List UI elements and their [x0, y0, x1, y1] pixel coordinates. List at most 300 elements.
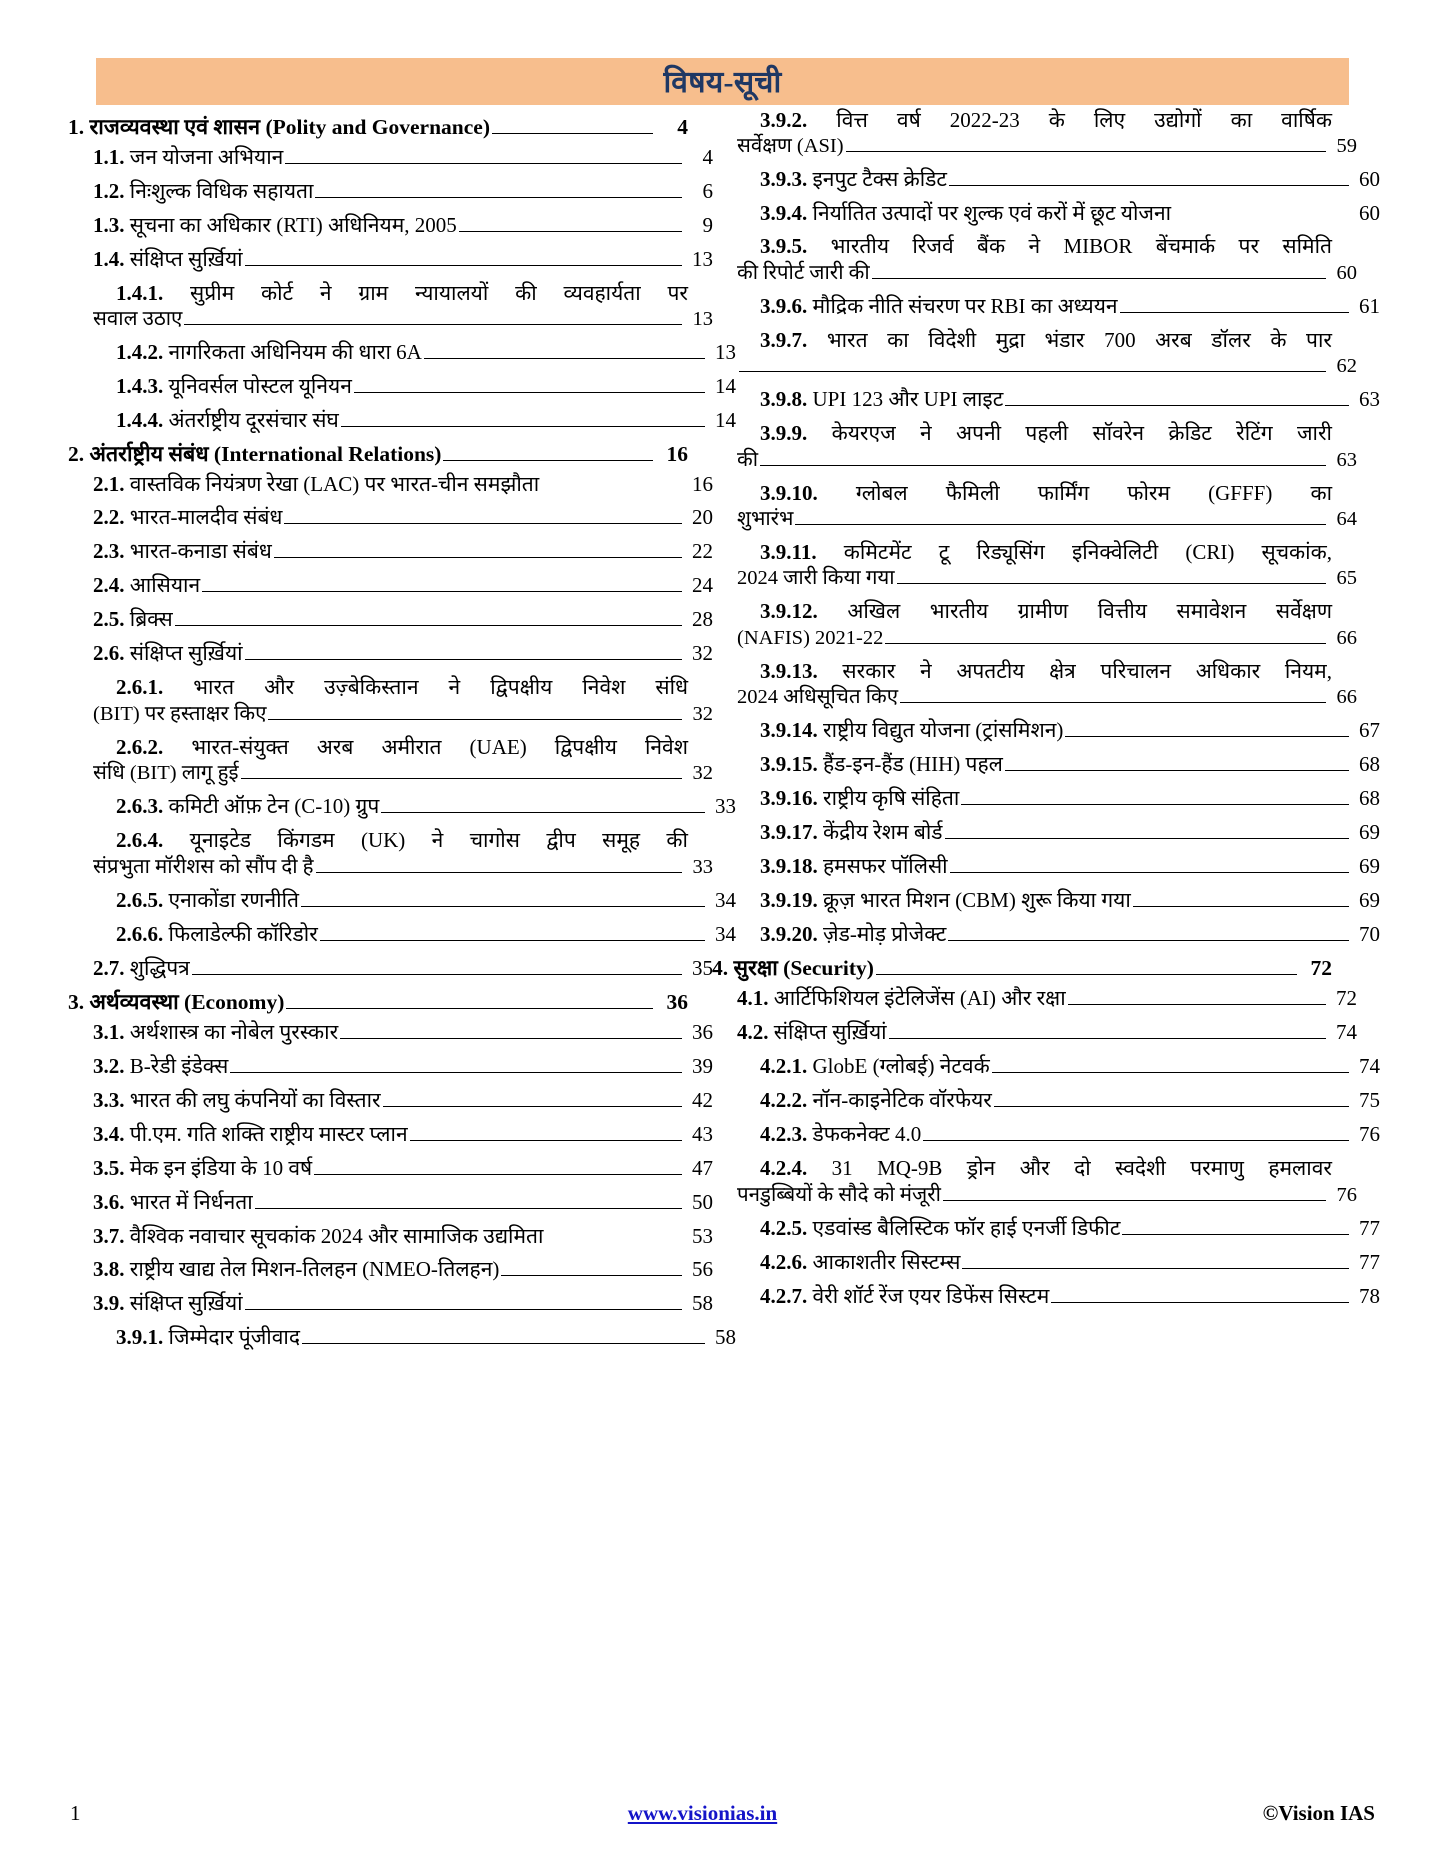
toc-entry-continuation[interactable] [712, 263, 1357, 284]
toc-entry-text: सुरक्षा (Security) [733, 956, 874, 981]
toc-leader-line [900, 702, 1326, 703]
toc-page-number: 60 [1336, 261, 1357, 284]
toc-entry-level-3[interactable] [68, 887, 736, 912]
toc-entry-number: 3.9.7. [760, 327, 808, 352]
toc-entry-number: 4.1. [737, 986, 769, 1011]
toc-entry-text: भारत में निर्धनता [129, 1189, 253, 1214]
toc-entry-text: संक्षिप्त सुर्ख़ियां [129, 247, 243, 271]
toc-leader-line [923, 1140, 1349, 1141]
toc-entry-level-2[interactable] [68, 249, 713, 271]
toc-entry-label [93, 1121, 408, 1146]
toc-page-number: 72 [1310, 956, 1332, 981]
toc-entry-number: 4.2.2. [760, 1088, 808, 1113]
toc-entry-number: 3.9.3. [760, 167, 808, 192]
toc-page-number: 69 [1359, 820, 1380, 845]
toc-page-number: 75 [1359, 1088, 1380, 1113]
toc-entry-level-2[interactable] [68, 1256, 713, 1281]
footer-copyright: ©Vision IAS [1262, 1800, 1375, 1825]
toc-entry-label-cont: शुभारंभ [737, 508, 794, 531]
toc-entry-number: 3.5. [93, 1155, 125, 1180]
toc-entry-level-3[interactable] [68, 376, 736, 398]
toc-entry-line[interactable] [712, 423, 1332, 444]
toc-entry-text: वेरी शॉर्ट रेंज एयर डिफेंस सिस्टम [812, 1283, 1050, 1308]
toc-entry-level-2[interactable] [68, 643, 713, 665]
toc-entry-level-2[interactable] [68, 474, 713, 495]
toc-page-number: 61 [1359, 293, 1380, 318]
page-footer [70, 1798, 1375, 1828]
toc-entry-text: वैश्विक नवाचार सूचकांक 2024 और सामाजिक उद्यमिता [129, 1223, 544, 1248]
toc-entry-text: मेक इन इंडिया के 10 वर्ष [129, 1155, 313, 1180]
toc-entry-number: 3.9. [93, 1290, 125, 1315]
toc-entry-text: फिलाडेल्फी कॉरिडोर [168, 921, 318, 946]
toc-entry-level-2[interactable] [68, 1019, 713, 1044]
toc-entry-level-2[interactable] [68, 1053, 713, 1078]
toc-entry-line[interactable] [712, 542, 1332, 563]
toc-entry-continuation[interactable] [712, 136, 1357, 157]
toc-page-number: 28 [692, 607, 713, 632]
toc-entry-text: राष्ट्रीय खाद्य तेल मिशन-तिलहन (NMEO-तिलहन) [129, 1256, 500, 1281]
toc-entry-label [93, 249, 243, 270]
toc-leader-line [255, 1208, 682, 1209]
toc-entry-text: अर्थशास्त्र का नोबेल पुरस्कार [129, 1019, 339, 1044]
toc-entry-label [93, 181, 313, 202]
toc-page-number: 58 [715, 1324, 736, 1349]
toc-entry-number: 3.9.4. [760, 201, 808, 226]
toc-leader-line [245, 265, 682, 266]
toc-entry-label [93, 955, 190, 980]
toc-entry-number: 4.2.6. [760, 1249, 808, 1274]
toc-entry-label-cont: 2024 अधिसूचित किए [737, 686, 899, 709]
toc-leader-line [994, 1106, 1349, 1107]
toc-entry-number: 1.1. [93, 145, 125, 169]
toc-entry-number: 1.3. [93, 213, 125, 237]
toc-entry-number: 3.7. [93, 1223, 125, 1248]
toc-entry-label [93, 474, 539, 495]
toc-entry-continuation[interactable] [712, 628, 1357, 649]
toc-entry-level-2[interactable] [712, 1022, 1357, 1044]
toc-entry-level-2[interactable] [68, 181, 713, 203]
toc-entry-label [93, 1019, 339, 1044]
toc-leader-line [341, 426, 705, 427]
toc-leader-line [316, 872, 682, 873]
toc-entry-label [760, 924, 946, 945]
toc-entry-level-2[interactable] [68, 575, 713, 597]
toc-entry-number: 3.9.11. [760, 540, 817, 565]
toc-leader-line [1005, 770, 1349, 771]
toc-entry-number: 3.9.20. [760, 922, 818, 947]
toc-entry-label [93, 1256, 500, 1281]
toc-entry-label [760, 1215, 1121, 1240]
toc-entry-label-cont: सर्वेक्षण (ASI) [737, 135, 844, 158]
toc-entry-label [68, 444, 441, 466]
toc-entry-label: अखिल भारतीय ग्रामीण वित्तीय समावेशन सर्वेक्षण [847, 599, 1333, 624]
toc-entry-level-2[interactable] [68, 507, 713, 529]
page-title: विषय-सूची [663, 66, 782, 99]
toc-entry-level-1[interactable] [712, 958, 1332, 980]
toc-entry-label-cont: सवाल उठाए [93, 308, 183, 331]
toc-page-number: 63 [1359, 387, 1380, 412]
toc-entry-text: ब्रिक्स [129, 607, 173, 632]
toc-entry-level-3[interactable] [68, 921, 736, 946]
toc-leader-line [241, 778, 682, 779]
toc-entry-continuation[interactable] [68, 309, 713, 330]
toc-leader-line [760, 465, 1326, 466]
toc-entry-continuation[interactable] [68, 857, 713, 878]
toc-page-number: 20 [692, 505, 713, 530]
toc-entry-number: 3.8. [93, 1256, 125, 1281]
toc-entry-label [93, 575, 200, 596]
toc-entry-number: 2.6.2. [116, 734, 164, 759]
toc-entry-line[interactable] [712, 658, 1332, 683]
toc-page-number: 69 [1359, 888, 1380, 913]
toc-page-number: 36 [692, 1019, 713, 1044]
toc-entry-level-2[interactable] [68, 1087, 713, 1112]
toc-entry-text: राजव्यवस्था एवं शासन (Polity and Governance) [89, 115, 490, 139]
toc-page-number: 36 [666, 989, 688, 1014]
toc-entry-level-2[interactable] [68, 1223, 713, 1248]
toc-entry-label-cont: की रिपोर्ट जारी की [737, 261, 870, 284]
toc-page-number: 74 [1336, 1020, 1357, 1045]
toc-entry-level-3[interactable] [712, 1283, 1380, 1308]
toc-entry-label [760, 1056, 990, 1077]
toc-entry-label [760, 754, 1003, 775]
toc-page-number: 65 [1336, 567, 1357, 590]
toc-leader-line [1120, 312, 1349, 313]
toc-entry-text: भारत-मालदीव संबंध [129, 505, 283, 530]
toc-entry-line[interactable] [68, 734, 688, 759]
toc-entry-number: 3.4. [93, 1121, 125, 1146]
toc-entry-level-1[interactable] [68, 444, 688, 466]
toc-page-number: 16 [666, 442, 688, 467]
toc-entry-label [760, 293, 1118, 318]
toc-page-number: 47 [692, 1155, 713, 1180]
toc-leader-line [314, 1174, 682, 1175]
toc-entry-continuation[interactable] [712, 509, 1357, 530]
toc-entry-text: एडवांस्ड बैलिस्टिक फॉर हाई एनर्जी डिफीट [812, 1215, 1121, 1240]
toc-entry-number: 4.2.7. [760, 1283, 808, 1308]
toc-page-number: 70 [1359, 922, 1380, 947]
toc-leader-line [410, 1140, 682, 1141]
toc-entry-number: 4. [712, 956, 729, 981]
toc-entry-text: निःशुल्क विधिक सहायता [129, 179, 314, 203]
toc-entry-label [93, 609, 173, 630]
toc-entry-level-3[interactable] [712, 788, 1380, 810]
toc-entry-number: 1.4. [93, 247, 125, 271]
toc-leader-line [268, 719, 682, 720]
toc-entry-number: 3.3. [93, 1087, 125, 1112]
toc-page-number: 34 [715, 887, 736, 912]
toc-entry-text: आसियान [129, 573, 201, 598]
toc-entry-level-3[interactable] [712, 203, 1380, 224]
toc-entry-label [68, 117, 490, 139]
toc-page-number: 66 [1336, 626, 1357, 649]
toc-entry-text: अंतर्राष्ट्रीय संबंध (International Relations) [89, 442, 442, 467]
toc-leader-line [1065, 736, 1349, 737]
toc-leader-line [739, 371, 1326, 372]
toc-entry-continuation[interactable] [712, 450, 1357, 471]
toc-entry-level-2[interactable] [68, 1121, 713, 1146]
toc-entry-label: 31 MQ-9B ड्रोन और दो स्वदेशी परमाणु हमलावर [831, 1156, 1332, 1181]
toc-page-number: 33 [715, 794, 736, 819]
toc-entry-number: 3.9.14. [760, 718, 818, 743]
toc-page-number: 77 [1359, 1215, 1380, 1240]
toc-entry-level-3[interactable] [712, 720, 1380, 742]
toc-page-number: 4 [702, 145, 713, 169]
toc-entry-number: 3. [68, 989, 85, 1014]
toc-entry-line[interactable] [712, 236, 1332, 257]
toc-entry-label [93, 507, 282, 528]
toc-entry-text: संक्षिप्त सुर्ख़ियां [129, 641, 243, 666]
toc-entry-label: भारत का विदेशी मुद्रा भंडार 700 अरब डॉलर के पार [826, 327, 1332, 352]
toc-entry-continuation[interactable] [68, 763, 713, 784]
toc-entry-level-2[interactable] [68, 1189, 713, 1214]
toc-entry-continuation[interactable] [712, 568, 1357, 589]
toc-leader-line [383, 1106, 682, 1107]
toc-entry-text: जन योजना अभियान [129, 145, 284, 169]
toc-entry-label-cont: पनडुब्बियों के सौदे को मंजूरी [737, 1183, 941, 1206]
toc-entry-number: 1.4.3. [116, 374, 164, 399]
toc-entry-number: 2.1. [93, 472, 125, 497]
toc-leader-line [950, 872, 1349, 873]
toc-entry-level-2[interactable] [68, 1290, 713, 1315]
toc-entry-level-3[interactable] [68, 796, 736, 818]
toc-page-number: 32 [692, 702, 713, 725]
toc-entry-number: 2.6.4. [116, 828, 164, 853]
toc-entry-line[interactable] [712, 601, 1332, 622]
toc-leader-line [320, 940, 705, 941]
toc-entry-number: 3.9.13. [760, 658, 818, 683]
toc-entry-text: कमिटी ऑफ़ टेन (C-10) ग्रुप [168, 794, 380, 819]
toc-leader-line [949, 185, 1349, 186]
toc-entry-level-3[interactable] [68, 1324, 736, 1349]
toc-entry-continuation[interactable] [712, 356, 1357, 377]
toc-page-number: 39 [692, 1053, 713, 1078]
toc-leader-line [897, 583, 1326, 584]
toc-entry-level-3[interactable] [712, 856, 1380, 878]
toc-entry-number: 4.2.4. [760, 1156, 808, 1181]
toc-entry-label [116, 1324, 301, 1349]
toc-entry-number: 3.9.18. [760, 854, 818, 879]
toc-entry-number: 3.9.16. [760, 786, 818, 811]
toc-page-number: 68 [1359, 752, 1380, 777]
toc-entry-level-1[interactable] [68, 117, 688, 139]
toc-entry-text: GlobE (ग्लोबई) नेटवर्क [812, 1054, 990, 1079]
toc-leader-line [1051, 1302, 1349, 1303]
toc-entry-level-2[interactable] [712, 988, 1357, 1010]
toc-entry-number: 3.9.17. [760, 820, 818, 845]
toc-entry-label [93, 643, 243, 664]
toc-entry-line[interactable] [712, 327, 1332, 352]
toc-leader-line [274, 557, 682, 558]
toc-entry-level-3[interactable] [68, 342, 736, 364]
toc-entry-number: 1. [68, 115, 85, 139]
toc-entry-level-2[interactable] [68, 955, 713, 980]
toc-entry-level-3[interactable] [712, 822, 1380, 844]
footer-website-link[interactable]: www.visionias.in [627, 1800, 778, 1825]
toc-entry-text: B-रेडी इंडेक्स [129, 1053, 229, 1078]
toc-page-number: 59 [1336, 135, 1357, 158]
toc-entry-level-3[interactable] [712, 389, 1380, 411]
toc-page-number: 33 [692, 855, 713, 878]
toc-entry-level-2[interactable] [68, 1155, 713, 1180]
toc-entry-label-cont: की [737, 448, 759, 471]
toc-page-number: 43 [692, 1121, 713, 1146]
toc-entry-line[interactable] [712, 110, 1332, 131]
toc-entry-number: 1.2. [93, 179, 125, 203]
toc-page-number: 68 [1359, 786, 1380, 811]
toc-entry-level-2[interactable] [68, 609, 713, 631]
toc-entry-label [93, 1155, 313, 1180]
toc-entry-number: 3.9.19. [760, 888, 818, 913]
toc-entry-level-3[interactable] [712, 1215, 1380, 1240]
toc-page-number: 4 [677, 115, 688, 139]
toc-entry-level-3[interactable] [68, 410, 736, 432]
toc-entry-number: 4.2.5. [760, 1215, 808, 1240]
toc-entry-line[interactable] [68, 677, 688, 698]
toc-leader-line [872, 278, 1326, 279]
toc-entry-level-3[interactable] [712, 1124, 1380, 1146]
toc-entry-continuation[interactable] [712, 687, 1357, 708]
toc-page-number: 13 [692, 308, 713, 331]
toc-entry-text: भारत की लघु कंपनियों का विस्तार [129, 1087, 381, 1112]
toc-entry-label [760, 890, 1131, 911]
toc-entry-text: यूनिवर्सल पोस्टल यूनियन [168, 374, 352, 399]
toc-entry-text: आकाशतीर सिस्टम्स [812, 1249, 961, 1274]
toc-page-number: 64 [1336, 508, 1357, 531]
toc-page-number: 58 [692, 1290, 713, 1315]
toc-page-number: 14 [715, 374, 736, 399]
toc-page-number: 32 [692, 641, 713, 666]
toc-leader-line [885, 643, 1326, 644]
toc-columns [68, 110, 1378, 1361]
toc-leader-line [992, 1072, 1349, 1073]
toc-entry-level-3[interactable] [712, 293, 1380, 318]
toc-entry-label: वित्त वर्ष 2022-23 के लिए उद्योगों का वार्षिक [836, 108, 1332, 132]
toc-entry-number: 2.5. [93, 607, 125, 632]
toc-page-number: 74 [1359, 1054, 1380, 1079]
toc-entry-label-cont: संधि (BIT) लागू हुई [93, 762, 239, 785]
toc-entry-label [737, 1022, 887, 1043]
toc-page-number: 78 [1359, 1283, 1380, 1308]
toc-entry-number: 2.4. [93, 573, 125, 598]
toc-entry-number: 3.1. [93, 1019, 125, 1044]
toc-entry-level-3[interactable] [712, 1056, 1380, 1078]
toc-entry-number: 1.4.4. [116, 408, 164, 433]
toc-leader-line [961, 804, 1349, 805]
toc-entry-level-2[interactable] [68, 147, 713, 169]
toc-entry-text: हैंड-इन-हैंड (HIH) पहल [823, 752, 1003, 777]
toc-leader-line [943, 1200, 1326, 1201]
toc-entry-number: 3.9.6. [760, 293, 808, 318]
toc-leader-line [846, 151, 1326, 152]
toc-entry-number: 2.6.6. [116, 921, 164, 946]
toc-entry-level-3[interactable] [712, 1090, 1380, 1112]
toc-leader-line [284, 523, 682, 524]
toc-entry-line[interactable] [712, 480, 1333, 505]
toc-column-right [712, 108, 1380, 1361]
toc-entry-level-3[interactable] [712, 754, 1380, 776]
toc-entry-number: 1.4.2. [116, 340, 164, 365]
toc-entry-number: 3.9.15. [760, 752, 818, 777]
toc-entry-text: मौद्रिक नीति संचरण पर RBI का अध्ययन [812, 293, 1118, 318]
toc-entry-label [93, 1290, 243, 1315]
toc-entry-number: 3.9.1. [116, 1324, 164, 1349]
toc-entry-level-2[interactable] [68, 215, 713, 237]
toc-entry-number: 2.6.3. [116, 794, 164, 819]
toc-leader-line [795, 524, 1326, 525]
toc-leader-line [876, 974, 1297, 975]
toc-entry-text: केंद्रीय रेशम बोर्ड [823, 820, 943, 845]
toc-entry-text: डेफकनेक्ट 4.0 [812, 1122, 922, 1147]
toc-entry-level-1[interactable] [68, 989, 688, 1014]
toc-page-number: 62 [1336, 355, 1357, 378]
toc-entry-text: जिम्मेदार पूंजीवाद [168, 1324, 301, 1349]
toc-page-number: 22 [692, 539, 713, 564]
toc-entry-level-2[interactable] [68, 541, 713, 563]
toc-page-number: 60 [1359, 167, 1380, 192]
toc-entry-line[interactable] [68, 830, 688, 851]
toc-entry-level-3[interactable] [712, 924, 1380, 946]
toc-entry-label [93, 1087, 381, 1112]
toc-entry-label: यूनाइटेड किंगडम (UK) ने चागोस द्वीप समूह की [189, 828, 688, 853]
toc-entry-number: 3.2. [93, 1053, 125, 1078]
toc-entry-text: संक्षिप्त सुर्ख़ियां [773, 1020, 887, 1045]
toc-entry-continuation[interactable] [712, 1185, 1357, 1206]
toc-entry-number: 2.6.1. [116, 675, 164, 700]
toc-entry-label [760, 1249, 961, 1274]
toc-entry-number: 4.2. [737, 1020, 769, 1045]
toc-leader-line [354, 392, 705, 393]
toc-leader-line [501, 1275, 682, 1276]
toc-entry-text: भारत-कनाडा संबंध [129, 539, 272, 564]
toc-leader-line [175, 625, 682, 626]
toc-column-left [68, 110, 736, 1361]
toc-entry-label [116, 796, 379, 817]
toc-page-number: 35 [692, 955, 713, 980]
toc-page-number: 76 [1359, 1122, 1380, 1147]
toc-entry-number: 4.2.1. [760, 1054, 808, 1079]
toc-leader-line [245, 659, 682, 660]
toc-entry-label [760, 856, 948, 877]
toc-entry-text: निर्यातित उत्पादों पर शुल्क एवं करों में छूट योजना [812, 201, 1172, 226]
toc-leader-line [962, 1268, 1349, 1269]
toc-entry-label: सुप्रीम कोर्ट ने ग्राम न्यायालयों की व्यवहार्यता पर [190, 281, 688, 305]
toc-entry-label [93, 1053, 229, 1078]
toc-page-number: 42 [692, 1087, 713, 1112]
toc-leader-line [230, 1072, 682, 1073]
toc-entry-text: इनपुट टैक्स क्रेडिट [812, 167, 947, 192]
toc-entry-level-3[interactable] [712, 169, 1380, 191]
toc-entry-line[interactable] [68, 283, 688, 304]
toc-leader-line [184, 324, 682, 325]
toc-entry-number: 2.3. [93, 539, 125, 564]
toc-entry-text: सूचना का अधिकार (RTI) अधिनियम, 2005 [129, 213, 457, 237]
toc-page-number: 9 [702, 213, 713, 237]
toc-entry-label [93, 1189, 253, 1214]
toc-entry-label-cont: संप्रभुता मॉरीशस को सौंप दी है [93, 855, 314, 878]
toc-entry-number: 3.6. [93, 1189, 125, 1214]
toc-entry-level-3[interactable] [712, 1249, 1380, 1274]
toc-entry-line[interactable] [712, 1158, 1332, 1179]
toc-entry-level-3[interactable] [712, 890, 1380, 912]
toc-entry-continuation[interactable] [68, 704, 713, 725]
toc-leader-line [443, 460, 653, 461]
toc-entry-label [93, 215, 457, 236]
toc-leader-line [286, 1008, 653, 1009]
toc-entry-number: 2.6.5. [116, 887, 164, 912]
toc-entry-text: शुद्धिपत्र [129, 955, 190, 980]
toc-leader-line [459, 231, 682, 232]
